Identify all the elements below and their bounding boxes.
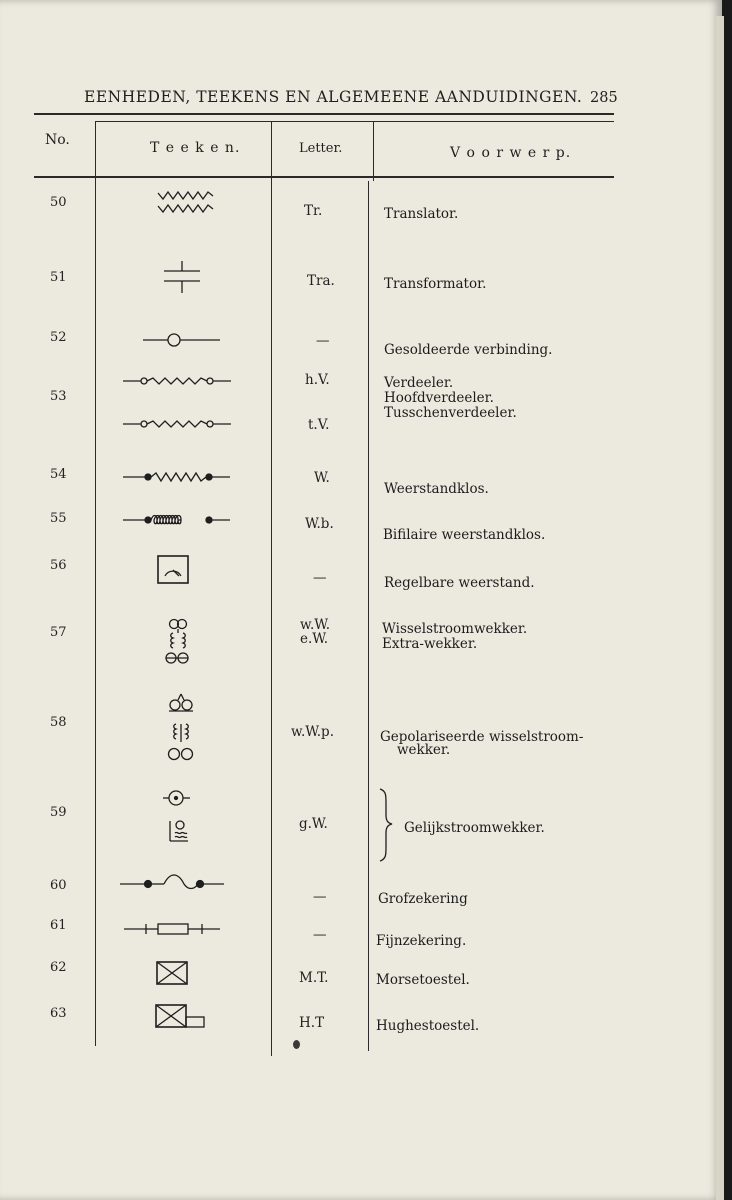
page-edge bbox=[716, 16, 724, 1200]
transformator-symbol bbox=[164, 257, 204, 301]
row-number: 60 bbox=[50, 878, 67, 893]
polarized-bell-symbol bbox=[165, 690, 199, 770]
letter-code: g.W. bbox=[299, 816, 328, 832]
translator-symbol bbox=[158, 188, 214, 222]
row-number: 52 bbox=[50, 330, 67, 345]
letter-code: M.T. bbox=[299, 970, 329, 986]
letter-code: W. bbox=[314, 470, 330, 486]
distributor-symbol bbox=[123, 374, 233, 434]
letter-code: — bbox=[313, 927, 327, 943]
letter-code: Tr. bbox=[304, 203, 323, 219]
column-header-subject: V o o r w e r p. bbox=[450, 145, 572, 161]
morse-set-symbol bbox=[156, 961, 190, 991]
hughes-set-symbol bbox=[155, 1004, 209, 1034]
subject-text: Weerstandklos. bbox=[384, 481, 489, 497]
letter-code: w.W. bbox=[300, 617, 331, 633]
letter-code: — bbox=[313, 570, 327, 586]
subject-text: Gelijkstroomwekker. bbox=[404, 820, 545, 836]
letter-code: W.b. bbox=[305, 516, 334, 532]
subject-text: Translator. bbox=[384, 206, 459, 222]
col-divider-3-body bbox=[368, 181, 369, 1051]
row-number: 61 bbox=[50, 918, 67, 933]
row-number: 51 bbox=[50, 270, 67, 285]
subject-text: Verdeeler. bbox=[384, 375, 454, 391]
letter-code: e.W. bbox=[300, 631, 329, 647]
column-header-letter: Letter. bbox=[299, 141, 343, 156]
letter-code: — bbox=[316, 333, 330, 349]
subject-text: Gesoldeerde verbinding. bbox=[384, 342, 553, 358]
col-divider-2 bbox=[271, 121, 272, 1056]
row-number: 56 bbox=[50, 558, 67, 573]
fine-fuse-symbol bbox=[124, 920, 224, 942]
top-rule-thick bbox=[34, 113, 614, 115]
row-number: 50 bbox=[50, 195, 67, 210]
top-rule-thin bbox=[95, 121, 614, 122]
bifilar-coil-symbol bbox=[123, 512, 233, 532]
running-header bbox=[0, 88, 722, 110]
subject-text: Fijnzekering. bbox=[376, 933, 467, 949]
subject-text: Morsetoestel. bbox=[376, 972, 470, 988]
row-number: 53 bbox=[50, 389, 67, 404]
ac-bell-symbol bbox=[163, 617, 195, 669]
soldered-connection-symbol bbox=[143, 332, 223, 351]
subject-text: Hughestoestel. bbox=[376, 1018, 480, 1034]
row-number: 55 bbox=[50, 511, 67, 526]
letter-code: t.V. bbox=[308, 417, 330, 433]
subject-text: Hoofdverdeeler. bbox=[384, 390, 494, 406]
dc-bell-symbol bbox=[160, 787, 200, 853]
subject-text: Gepolariseerde wisselstroom- bbox=[380, 729, 584, 745]
col-divider-3 bbox=[373, 121, 374, 181]
letter-code: H.T bbox=[299, 1015, 325, 1031]
letter-code: h.V. bbox=[305, 372, 330, 388]
head-bottom-rule bbox=[34, 176, 614, 178]
subject-text: wekker. bbox=[397, 742, 451, 758]
subject-text: Wisselstroomwekker. bbox=[382, 621, 528, 637]
row-number: 63 bbox=[50, 1006, 67, 1021]
page-number: 285 bbox=[590, 90, 618, 106]
row-number: 58 bbox=[50, 715, 67, 730]
coarse-fuse-symbol bbox=[120, 870, 226, 898]
subject-text: Tusschenverdeeler. bbox=[384, 405, 517, 421]
letter-code: w.W.p. bbox=[291, 724, 334, 740]
row-number: 57 bbox=[50, 625, 67, 640]
variable-resistor-symbol bbox=[157, 555, 191, 589]
column-header-no: No. bbox=[45, 132, 70, 148]
row-number: 54 bbox=[50, 467, 67, 482]
subject-text: Transformator. bbox=[384, 276, 487, 292]
subject-text: Bifilaire weerstandklos. bbox=[383, 527, 546, 543]
subject-text: Extra-wekker. bbox=[382, 636, 478, 652]
column-header-symbol: T e e k e n. bbox=[150, 140, 241, 156]
ink-spot bbox=[293, 1040, 300, 1049]
subject-text: Grofzekering bbox=[378, 891, 468, 907]
letter-code: — bbox=[313, 889, 327, 905]
col-divider-1 bbox=[95, 121, 96, 1046]
resistance-coil-symbol bbox=[123, 469, 233, 488]
brace bbox=[374, 787, 394, 865]
row-number: 62 bbox=[50, 960, 67, 975]
letter-code: Tra. bbox=[307, 273, 335, 289]
subject-text: Regelbare weerstand. bbox=[384, 575, 535, 591]
header-title: EENHEDEN, TEEKENS EN ALGEMEENE AANDUIDINGEN. bbox=[84, 88, 583, 106]
row-number: 59 bbox=[50, 805, 67, 820]
